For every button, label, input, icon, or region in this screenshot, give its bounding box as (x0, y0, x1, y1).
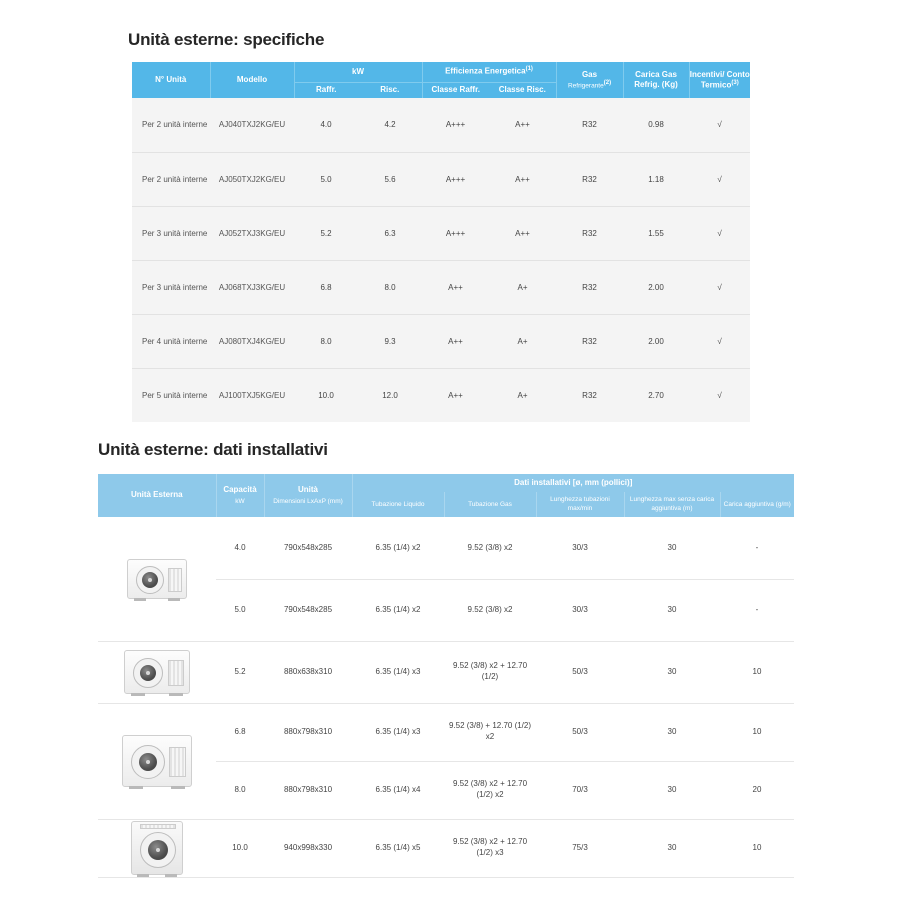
cell-kw-heat: 4.2 (358, 98, 422, 152)
cell-incentive: √ (689, 98, 750, 152)
th-efficiency (422, 62, 556, 82)
table-row (132, 98, 750, 152)
cell-charge: 2.00 (623, 314, 689, 368)
cell-kw-cool: 6.8 (294, 260, 358, 314)
cell-dimensions: 880x638x310 (264, 641, 352, 703)
cell-unit-no: Per 3 unità interne (132, 260, 210, 314)
cell-gas: 9.52 (3/8) x2 + 12.70 (1/2) x2 (444, 761, 536, 819)
cell-class-heat: A++ (489, 98, 556, 152)
cell-unit-no: Per 3 unità interne (132, 206, 210, 260)
th-gas-label: Gas (581, 69, 598, 79)
cell-dimensions: 880x798x310 (264, 703, 352, 761)
cell-capacity: 4.0 (216, 517, 264, 579)
dati-table-body (98, 517, 794, 877)
th-gas-sub: Refrigerante (567, 82, 604, 90)
th-unit-no: N° Unità (132, 62, 210, 98)
th-class-cool: Classe Raffr. (422, 82, 489, 98)
table-row (98, 641, 794, 703)
specifiche-table-body (132, 98, 750, 422)
section-dati-installativi (0, 440, 900, 878)
section2-title: Unità esterne: dati installativi (98, 440, 328, 459)
cell-length: 50/3 (536, 703, 624, 761)
cell-class-heat: A+ (489, 368, 556, 422)
cell-length: 30/3 (536, 579, 624, 641)
th-outdoor-unit: Unità Esterna (98, 474, 216, 517)
cell-capacity: 6.8 (216, 703, 264, 761)
cell-kw-cool: 5.0 (294, 152, 358, 206)
th-capacity-label: Capacità (223, 485, 257, 495)
cell-liquid: 6.35 (1/4) x4 (352, 761, 444, 819)
cell-gas: R32 (556, 314, 623, 368)
cell-incentive: √ (689, 206, 750, 260)
cell-unit-no: Per 2 unità interne (132, 152, 210, 206)
cell-charge: 2.70 (623, 368, 689, 422)
cell-gas: R32 (556, 260, 623, 314)
cell-capacity: 8.0 (216, 761, 264, 819)
th-unit-label: Unità (298, 485, 318, 495)
cell-charge: 1.55 (623, 206, 689, 260)
th-incentives (689, 62, 750, 98)
cell-unit-no: Per 5 unità interne (132, 368, 210, 422)
section-specifiche (0, 0, 900, 422)
cell-model: AJ040TXJ2KG/EU (210, 98, 294, 152)
th-unit-sub: Dimensioni LxAxP (mm) (273, 497, 343, 505)
cell-incentive: √ (689, 260, 750, 314)
cell-extra: - (720, 517, 794, 579)
dati-installativi-table (98, 474, 794, 878)
cell-max: 30 (624, 579, 720, 641)
th-model: Modello (210, 62, 294, 98)
cell-max: 30 (624, 641, 720, 703)
table-row (132, 368, 750, 422)
cell-kw-cool: 5.2 (294, 206, 358, 260)
cell-model: AJ100TXJ5KG/EU (210, 368, 294, 422)
cell-extra: 10 (720, 819, 794, 877)
cell-class-cool: A+++ (422, 206, 489, 260)
cell-class-cool: A+++ (422, 98, 489, 152)
th-liquid-pipe: Tubazione Liquido (352, 492, 444, 517)
cell-incentive: √ (689, 152, 750, 206)
th-charge: Carica Gas Refrig. (Kg) (623, 62, 689, 98)
cell-extra: 10 (720, 641, 794, 703)
table-row (98, 703, 794, 761)
th-class-heat: Classe Risc. (489, 82, 556, 98)
cell-max: 30 (624, 819, 720, 877)
outdoor-unit-medium-icon (124, 650, 190, 694)
cell-gas: 9.52 (3/8) x2 + 12.70 (1/2) (444, 641, 536, 703)
cell-model: AJ080TXJ4KG/EU (210, 314, 294, 368)
cell-class-cool: A++ (422, 260, 489, 314)
section1-title: Unità esterne: specifiche (128, 30, 325, 49)
cell-class-heat: A++ (489, 152, 556, 206)
cell-unit-no: Per 4 unità interne (132, 314, 210, 368)
th-efficiency-label: Efficienza Energetica (445, 67, 526, 77)
cell-dimensions: 940x998x330 (264, 819, 352, 877)
cell-gas: R32 (556, 368, 623, 422)
cell-kw-heat: 5.6 (358, 152, 422, 206)
cell-gas: 9.52 (3/8) x2 + 12.70 (1/2) x3 (444, 819, 536, 877)
th-max-length: Lunghezza max senza carica aggiuntiva (m) (624, 492, 720, 517)
cell-capacity: 5.2 (216, 641, 264, 703)
outdoor-unit-xlarge-icon (131, 821, 183, 875)
cell-model: AJ068TXJ3KG/EU (210, 260, 294, 314)
th-install-group: Dati installativi [ø, mm (pollici)] (352, 474, 794, 492)
cell-class-cool: A++ (422, 368, 489, 422)
th-gas-pipe: Tubazione Gas (444, 492, 536, 517)
cell-gas: 9.52 (3/8) + 12.70 (1/2) x2 (444, 703, 536, 761)
cell-kw-heat: 9.3 (358, 314, 422, 368)
cell-model: AJ050TXJ2KG/EU (210, 152, 294, 206)
outdoor-unit-image-cell (98, 819, 216, 877)
cell-charge: 2.00 (623, 260, 689, 314)
cell-kw-cool: 8.0 (294, 314, 358, 368)
cell-class-heat: A+ (489, 314, 556, 368)
cell-class-heat: A++ (489, 206, 556, 260)
cell-class-heat: A+ (489, 260, 556, 314)
th-unit (264, 474, 352, 517)
table-row (98, 517, 794, 579)
cell-incentive: √ (689, 314, 750, 368)
th-pipe-length: Lunghezza tubazioni max/min (536, 492, 624, 517)
th-kw: kW (294, 62, 422, 82)
cell-max: 30 (624, 703, 720, 761)
cell-length: 70/3 (536, 761, 624, 819)
cell-liquid: 6.35 (1/4) x3 (352, 641, 444, 703)
cell-dimensions: 880x798x310 (264, 761, 352, 819)
cell-liquid: 6.35 (1/4) x5 (352, 819, 444, 877)
outdoor-unit-image-cell (98, 517, 216, 641)
cell-model: AJ052TXJ3KG/EU (210, 206, 294, 260)
cell-extra: 10 (720, 703, 794, 761)
cell-length: 75/3 (536, 819, 624, 877)
cell-gas: R32 (556, 206, 623, 260)
th-gas (556, 62, 623, 98)
th-kw-heat: Risc. (358, 82, 422, 98)
th-efficiency-sup: (1) (525, 66, 533, 73)
th-capacity-sub: kW (235, 497, 245, 505)
th-kw-cool: Raffr. (294, 82, 358, 98)
dati-table-head (98, 474, 794, 517)
th-capacity (216, 474, 264, 517)
outdoor-unit-image-cell (98, 703, 216, 819)
cell-extra: - (720, 579, 794, 641)
outdoor-unit-small-icon (127, 559, 187, 599)
cell-charge: 0.98 (623, 98, 689, 152)
cell-gas: 9.52 (3/8) x2 (444, 579, 536, 641)
cell-dimensions: 790x548x285 (264, 579, 352, 641)
cell-max: 30 (624, 761, 720, 819)
cell-capacity: 10.0 (216, 819, 264, 877)
outdoor-unit-large-icon (122, 735, 192, 787)
cell-gas: R32 (556, 98, 623, 152)
cell-liquid: 6.35 (1/4) x2 (352, 517, 444, 579)
cell-capacity: 5.0 (216, 579, 264, 641)
cell-kw-heat: 6.3 (358, 206, 422, 260)
th-incentives-sup: (3) (731, 79, 739, 86)
table-row (132, 152, 750, 206)
cell-unit-no: Per 2 unità interne (132, 98, 210, 152)
cell-length: 50/3 (536, 641, 624, 703)
cell-gas: R32 (556, 152, 623, 206)
outdoor-unit-image-cell (98, 641, 216, 703)
cell-extra: 20 (720, 761, 794, 819)
cell-length: 30/3 (536, 517, 624, 579)
cell-class-cool: A+++ (422, 152, 489, 206)
th-extra-charge: Carica aggiuntiva (g/m) (720, 492, 794, 517)
cell-dimensions: 790x548x285 (264, 517, 352, 579)
cell-liquid: 6.35 (1/4) x2 (352, 579, 444, 641)
table-row (132, 206, 750, 260)
table-row (132, 314, 750, 368)
cell-liquid: 6.35 (1/4) x3 (352, 703, 444, 761)
cell-kw-heat: 8.0 (358, 260, 422, 314)
table-row (132, 260, 750, 314)
cell-kw-cool: 10.0 (294, 368, 358, 422)
cell-gas: 9.52 (3/8) x2 (444, 517, 536, 579)
cell-class-cool: A++ (422, 314, 489, 368)
specifiche-table-head (132, 62, 750, 98)
th-incentives-label: Incentivi/ Conto Termico (689, 69, 750, 90)
cell-kw-cool: 4.0 (294, 98, 358, 152)
cell-max: 30 (624, 517, 720, 579)
cell-charge: 1.18 (623, 152, 689, 206)
specifiche-table (132, 62, 750, 422)
th-gas-sub-sup: (2) (603, 79, 612, 86)
table-row (98, 819, 794, 877)
cell-incentive: √ (689, 368, 750, 422)
cell-kw-heat: 12.0 (358, 368, 422, 422)
